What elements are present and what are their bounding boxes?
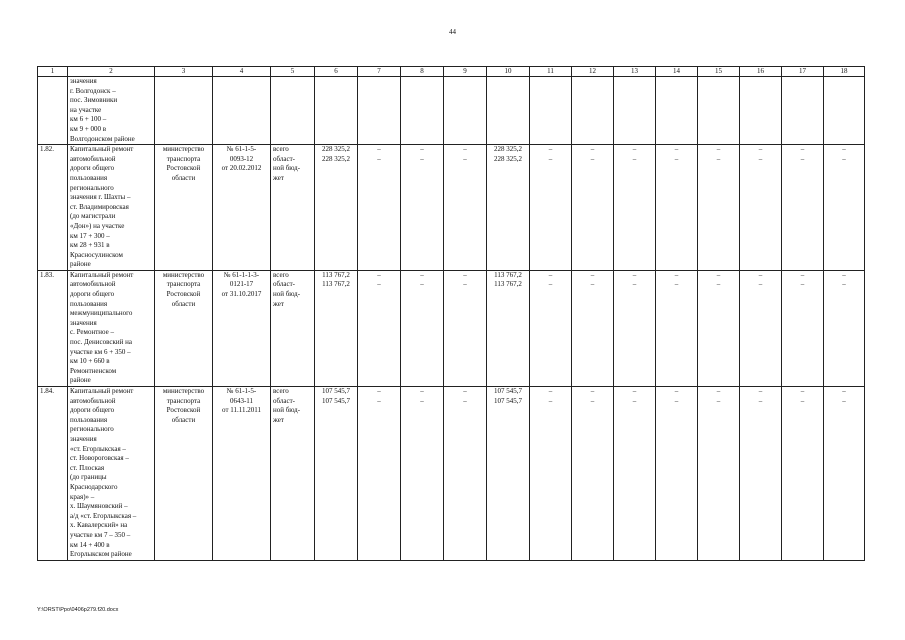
column-header-8: 8	[401, 67, 444, 77]
table-row-continuation	[38, 77, 865, 145]
empty-cell	[213, 77, 271, 145]
funding-source-cell-line: ной бюд-	[273, 406, 301, 415]
document-cell	[213, 145, 271, 271]
dash-cell	[740, 270, 782, 386]
empty-cell	[698, 77, 740, 145]
funding-source-cell-line: ной бюд-	[273, 164, 301, 173]
column-header-14: 14	[656, 67, 698, 77]
dash-cell	[782, 387, 824, 561]
dash-mark: –	[674, 387, 679, 395]
organization-cell-line: Ростовской	[166, 164, 201, 173]
dash-cell	[698, 387, 740, 561]
dash-cell	[614, 145, 656, 271]
dash-mark: –	[632, 387, 637, 395]
dash-cell	[782, 145, 824, 271]
dash-cell	[401, 387, 444, 561]
object-name-cell-line: регионального	[70, 183, 114, 192]
document-cell-line: от 11.11.2011	[222, 406, 261, 415]
object-name-cell-line: дороги общего	[70, 406, 115, 415]
dash-mark: –	[590, 396, 595, 405]
dash-cell	[572, 387, 614, 561]
column-header-5: 5	[271, 67, 315, 77]
organization-cell-line: области	[171, 415, 196, 424]
column-number-row	[38, 67, 865, 77]
object-name-cell-line: Егорлыкском районе	[70, 550, 132, 559]
column-header-17: 17	[782, 67, 824, 77]
dash-mark: –	[674, 396, 679, 405]
object-name-cell-line: «ст. Егорлыкская –	[70, 444, 126, 453]
document-cell-line: от 20.02.2012	[221, 164, 262, 173]
col10-value-cell	[487, 145, 530, 271]
funding-source-cell-line: жет	[273, 173, 284, 182]
document-cell-line: 0121-17	[229, 280, 254, 289]
dash-mark: –	[463, 145, 467, 154]
organization-cell-line: транспорта	[166, 154, 201, 163]
col10-value-cell-line: 107 545,7	[494, 387, 522, 395]
dash-mark: –	[632, 145, 637, 154]
object-name-cell-line: пос. Денисовский на	[70, 338, 132, 347]
object-name-cell-line: значения	[70, 434, 97, 443]
object-name-cell-line: км 17 + 300 –	[70, 231, 110, 240]
dash-mark: –	[842, 154, 846, 163]
dash-cell	[530, 270, 572, 386]
dash-mark: –	[800, 387, 805, 395]
column-header-6: 6	[315, 67, 358, 77]
object-name-cell-line: (до границы	[70, 473, 107, 482]
column-header-11: 11	[530, 67, 572, 77]
object-name-cell-line: Красносулинском	[70, 250, 123, 259]
dash-mark: –	[800, 280, 805, 289]
document-cell-line: 0643-11	[229, 396, 254, 405]
dash-cell	[698, 145, 740, 271]
funding-source-cell	[271, 270, 315, 386]
dash-cell	[358, 145, 401, 271]
dash-mark: –	[758, 145, 763, 154]
object-name-cell	[68, 145, 155, 271]
funding-source-cell-line: жет	[273, 299, 284, 308]
object-name-cell	[68, 387, 155, 561]
funding-source-cell-line: област-	[273, 396, 295, 405]
object-name-cell-line: Капитальный ремонт	[70, 270, 134, 279]
dash-mark: –	[716, 387, 721, 395]
dash-mark: –	[800, 270, 805, 279]
document-cell-line: № 61-1-5-	[226, 145, 257, 154]
table-row	[38, 387, 865, 561]
dash-cell	[656, 270, 698, 386]
organization-cell-line: транспорта	[166, 280, 201, 289]
dash-mark: –	[716, 396, 721, 405]
object-name-cell-line: участке км 6 + 350 –	[70, 347, 131, 356]
dash-mark: –	[842, 280, 846, 289]
budget-table	[37, 66, 865, 561]
empty-cell	[271, 77, 315, 145]
column-header-10: 10	[487, 67, 530, 77]
dash-mark: –	[377, 270, 381, 279]
organization-cell-line: транспорта	[166, 396, 201, 405]
dash-mark: –	[716, 280, 721, 289]
dash-mark: –	[674, 280, 679, 289]
empty-cell	[401, 77, 444, 145]
funding-source-cell-line: област-	[273, 154, 295, 163]
dash-mark: –	[632, 396, 637, 405]
organization-cell	[155, 145, 213, 271]
funding-source-cell-line: област-	[273, 280, 295, 289]
col10-value-cell	[487, 270, 530, 386]
object-name-cell-line: участке км 7 – 350 –	[70, 530, 131, 539]
dash-mark: –	[548, 396, 553, 405]
dash-mark: –	[377, 396, 381, 405]
dash-mark: –	[674, 270, 679, 279]
dash-mark: –	[758, 154, 763, 163]
dash-mark: –	[463, 154, 467, 163]
dash-mark: –	[632, 154, 637, 163]
object-name-cell-line: регионального	[70, 425, 114, 434]
column-header-3: 3	[155, 67, 213, 77]
column-header-7: 7	[358, 67, 401, 77]
empty-cell	[155, 77, 213, 145]
object-name-cell-line: значения г. Шахты –	[70, 193, 131, 202]
dash-mark: –	[842, 396, 846, 405]
organization-cell	[155, 270, 213, 386]
object-name-cell-line: дороги общего	[70, 164, 115, 173]
dash-mark: –	[420, 270, 424, 279]
dash-cell	[444, 145, 487, 271]
object-name-cell-line: ст. Плоская	[70, 463, 105, 472]
dash-cell	[572, 270, 614, 386]
object-name-cell-line: пользования	[70, 173, 108, 182]
dash-cell	[530, 145, 572, 271]
organization-cell-line: области	[171, 299, 196, 308]
column-header-15: 15	[698, 67, 740, 77]
continuation-name-cell-line: км 6 + 100 –	[70, 115, 107, 124]
dash-mark: –	[548, 280, 553, 289]
object-name-cell-line: края)» –	[70, 492, 95, 501]
dash-cell	[614, 270, 656, 386]
continuation-name-cell-line: г. Волгодонск –	[70, 86, 116, 95]
object-name-cell-line: км 28 + 931 в	[70, 241, 110, 250]
funding-source-cell-line: ной бюд-	[273, 290, 301, 299]
dash-cell	[614, 387, 656, 561]
col10-value-cell-line: 113 767,2	[494, 280, 522, 289]
document-cell-line: от 31.10.2017	[221, 290, 262, 299]
organization-cell-line: Ростовской	[166, 406, 201, 415]
continuation-name-cell-line: на участке	[70, 105, 102, 114]
object-name-cell-line: «Дон») на участке	[70, 221, 125, 230]
object-name-cell-line: Ремонтненском	[70, 366, 117, 375]
dash-mark: –	[548, 145, 553, 154]
dash-mark: –	[590, 154, 595, 163]
dash-cell	[401, 270, 444, 386]
document-cell-line: № 61-1-5-	[226, 387, 257, 395]
col10-value-cell-line: 228 325,2	[494, 145, 522, 154]
total-cost-cell-line: 113 767,2	[322, 280, 350, 289]
column-header-2: 2	[68, 67, 155, 77]
dash-cell	[740, 145, 782, 271]
organization-cell-line: министерство	[162, 145, 205, 154]
total-cost-cell-line: 107 545,7	[322, 387, 350, 395]
dash-mark: –	[842, 145, 846, 154]
column-header-12: 12	[572, 67, 614, 77]
dash-mark: –	[590, 270, 595, 279]
dash-mark: –	[377, 280, 381, 289]
organization-cell	[155, 387, 213, 561]
column-header-1: 1	[38, 67, 68, 77]
dash-mark: –	[463, 387, 467, 395]
total-cost-cell	[315, 270, 358, 386]
empty-cell	[487, 77, 530, 145]
total-cost-cell-line: 107 545,7	[322, 396, 350, 405]
dash-cell	[401, 145, 444, 271]
empty-cell	[824, 77, 865, 145]
dash-mark: –	[463, 280, 467, 289]
document-cell	[213, 270, 271, 386]
dash-mark: –	[548, 387, 553, 395]
organization-cell-line: министерство	[162, 387, 205, 395]
dash-mark: –	[377, 387, 381, 395]
row-number: 1.84.	[38, 387, 68, 561]
total-cost-cell	[315, 387, 358, 561]
funding-source-cell-line: всего	[273, 145, 289, 154]
dash-mark: –	[716, 270, 721, 279]
dash-mark: –	[590, 145, 595, 154]
dash-mark: –	[716, 145, 721, 154]
object-name-cell-line: Капитальный ремонт	[70, 145, 134, 154]
dash-cell	[698, 270, 740, 386]
dash-cell	[444, 270, 487, 386]
dash-mark: –	[632, 270, 637, 279]
dash-mark: –	[800, 154, 805, 163]
object-name-cell-line: Краснодарского	[70, 482, 118, 491]
empty-cell	[572, 77, 614, 145]
dash-mark: –	[377, 154, 381, 163]
col10-value-cell-line: 113 767,2	[494, 270, 522, 279]
dash-mark: –	[420, 396, 424, 405]
col10-value-cell-line: 107 545,7	[494, 396, 522, 405]
object-name-cell-line: пользования	[70, 415, 108, 424]
continuation-name-cell-line: км 9 + 000 в	[70, 124, 107, 133]
dash-mark: –	[758, 270, 763, 279]
dash-cell	[656, 387, 698, 561]
empty-cell	[530, 77, 572, 145]
dash-mark: –	[463, 396, 467, 405]
dash-cell	[572, 145, 614, 271]
organization-cell-line: Ростовской	[166, 290, 201, 299]
dash-cell	[824, 145, 865, 271]
object-name-cell-line: автомобильной	[70, 154, 116, 163]
dash-mark: –	[632, 280, 637, 289]
object-name-cell-line: межмуниципального	[70, 309, 133, 318]
total-cost-cell	[315, 145, 358, 271]
continuation-name-cell-line: пос. Зимовники	[70, 96, 118, 105]
document-cell	[213, 387, 271, 561]
column-header-16: 16	[740, 67, 782, 77]
funding-source-cell-line: жет	[273, 415, 284, 424]
table-row	[38, 145, 865, 271]
empty-cell	[740, 77, 782, 145]
empty-cell	[315, 77, 358, 145]
file-path-footer: Y:\ORST\Ppo\0406p279.f20.docx	[37, 607, 119, 613]
total-cost-cell-line: 228 325,2	[322, 145, 350, 154]
dash-mark: –	[420, 387, 424, 395]
column-header-4: 4	[213, 67, 271, 77]
empty-cell	[782, 77, 824, 145]
dash-cell	[358, 270, 401, 386]
table-row	[38, 270, 865, 386]
dash-cell	[358, 387, 401, 561]
row-number: 1.82.	[38, 145, 68, 271]
dash-mark: –	[548, 154, 553, 163]
dash-mark: –	[548, 270, 553, 279]
dash-mark: –	[758, 280, 763, 289]
organization-cell-line: области	[171, 173, 196, 182]
dash-cell	[656, 145, 698, 271]
object-name-cell-line: а/д «ст. Егорлыкская –	[70, 511, 137, 520]
object-name-cell-line: районе	[70, 260, 91, 269]
dash-mark: –	[420, 145, 424, 154]
dash-cell	[824, 270, 865, 386]
object-name-cell-line: автомобильной	[70, 280, 116, 289]
object-name-cell-line: х. Кавалерский» на	[70, 521, 128, 530]
row-number: 1.83.	[38, 270, 68, 386]
object-name-cell-line: автомобильной	[70, 396, 116, 405]
dash-mark: –	[420, 280, 424, 289]
empty-cell	[38, 77, 68, 145]
document-cell-line: 0093-12	[229, 154, 254, 163]
column-header-9: 9	[444, 67, 487, 77]
dash-mark: –	[758, 387, 763, 395]
continuation-name-cell-line: Волгодонском районе	[70, 134, 135, 143]
object-name-cell-line: пользования	[70, 299, 108, 308]
continuation-name-cell	[68, 77, 155, 145]
dash-cell	[824, 387, 865, 561]
document-cell-line: № 61-1-1-3-	[223, 270, 260, 279]
column-header-18: 18	[824, 67, 865, 77]
dash-mark: –	[590, 280, 595, 289]
funding-source-cell-line: всего	[273, 270, 289, 279]
dash-mark: –	[800, 145, 805, 154]
object-name-cell-line: Капитальный ремонт	[70, 387, 134, 395]
total-cost-cell-line: 228 325,2	[322, 154, 350, 163]
object-name-cell-line: (до магистрали	[70, 212, 116, 221]
organization-cell-line: министерство	[162, 270, 205, 279]
col10-value-cell-line: 228 325,2	[494, 154, 522, 163]
dash-mark: –	[800, 396, 805, 405]
dash-cell	[740, 387, 782, 561]
object-name-cell-line: км 10 + 660 в	[70, 357, 110, 366]
dash-cell	[782, 270, 824, 386]
page-number: 44	[449, 28, 456, 36]
funding-source-cell	[271, 145, 315, 271]
empty-cell	[656, 77, 698, 145]
object-name-cell-line: х. Шаумяновский –	[70, 502, 128, 511]
total-cost-cell-line: 113 767,2	[322, 270, 350, 279]
dash-mark: –	[590, 387, 595, 395]
funding-source-cell-line: всего	[273, 387, 289, 395]
dash-mark: –	[842, 270, 846, 279]
object-name-cell	[68, 270, 155, 386]
dash-mark: –	[842, 387, 846, 395]
object-name-cell-line: ст. Новороговская –	[70, 454, 129, 463]
empty-cell	[444, 77, 487, 145]
dash-mark: –	[420, 154, 424, 163]
column-header-13: 13	[614, 67, 656, 77]
object-name-cell-line: ст. Владимировская	[70, 202, 129, 211]
object-name-cell-line: районе	[70, 376, 91, 385]
dash-cell	[530, 387, 572, 561]
object-name-cell-line: дороги общего	[70, 290, 115, 299]
dash-mark: –	[463, 270, 467, 279]
dash-mark: –	[716, 154, 721, 163]
col10-value-cell	[487, 387, 530, 561]
continuation-name-cell-line: значения	[70, 77, 97, 85]
dash-mark: –	[674, 145, 679, 154]
dash-mark: –	[674, 154, 679, 163]
object-name-cell-line: значения	[70, 318, 97, 327]
dash-cell	[444, 387, 487, 561]
object-name-cell-line: км 14 + 400 в	[70, 540, 110, 549]
dash-mark: –	[377, 145, 381, 154]
dash-mark: –	[758, 396, 763, 405]
funding-source-cell	[271, 387, 315, 561]
object-name-cell-line: с. Ремонтное –	[70, 328, 114, 337]
empty-cell	[358, 77, 401, 145]
empty-cell	[614, 77, 656, 145]
